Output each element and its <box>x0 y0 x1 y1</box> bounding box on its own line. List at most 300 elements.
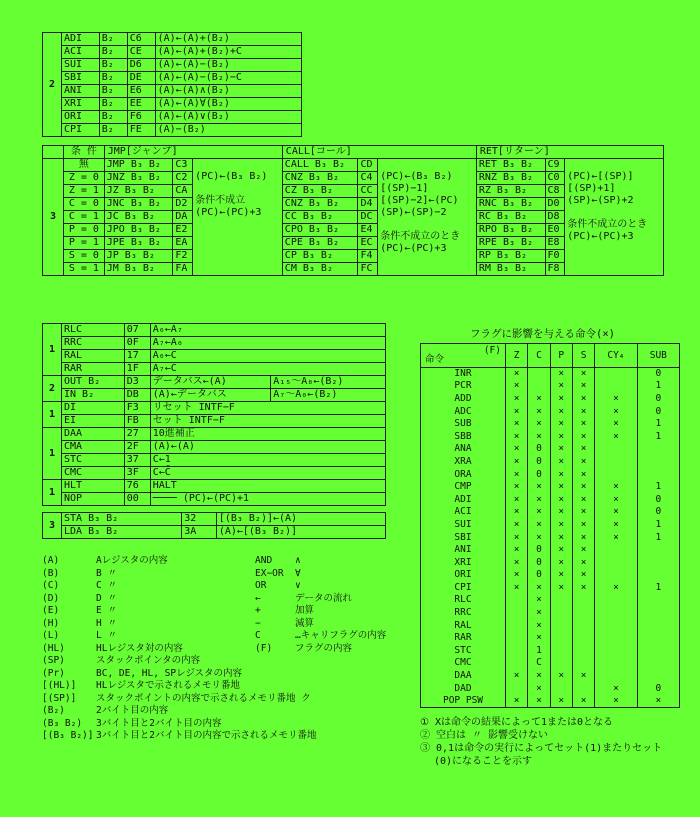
misc-opcode: 2F <box>124 441 150 454</box>
store-table <box>42 512 386 539</box>
legend-right-row <box>255 605 386 618</box>
flag-cell: × <box>506 695 528 708</box>
jmp-mnemonic: JPE B₃ B₂ <box>104 237 173 250</box>
misc-opcode: DB <box>124 389 150 402</box>
misc-opcode: 76 <box>124 480 150 493</box>
flag-cell: × <box>550 556 572 569</box>
flag-cell: × <box>550 531 572 544</box>
flag-cell <box>637 657 679 670</box>
branch-condition: 無 <box>64 159 105 172</box>
flag-cell <box>572 607 594 620</box>
ret-desc-line: (PC)←[(SP)] <box>567 171 634 182</box>
flag-cell: × <box>595 506 637 519</box>
call-desc-line: [(SP)−1] <box>380 183 429 194</box>
misc-row <box>43 415 386 428</box>
flag-row <box>421 556 680 569</box>
branch-condition: C = 1 <box>64 211 105 224</box>
flag-cell: × <box>572 443 594 456</box>
misc-description: A₀←C <box>150 350 385 363</box>
flag-cell: × <box>572 544 594 557</box>
flag-col-z: Z <box>506 344 528 368</box>
flag-cell <box>637 594 679 607</box>
flag-cell: 0 <box>637 506 679 519</box>
flag-col-c: C <box>528 344 550 368</box>
misc-mnemonic: RLC <box>62 324 125 337</box>
flag-cell: 1 <box>637 430 679 443</box>
legend-value: ∧ <box>295 555 301 566</box>
flag-cell: × <box>595 430 637 443</box>
ret-opcode: D8 <box>545 211 565 224</box>
flag-instruction: XRI <box>421 556 506 569</box>
legend-key: [(SP)] <box>42 692 77 704</box>
flag-cell: × <box>528 607 550 620</box>
jmp-desc-line: 条件不成立 <box>195 195 246 206</box>
flag-corner-bottom: 命令 <box>425 354 445 365</box>
call-mnemonic: CALL B₃ B₂ <box>282 159 358 172</box>
legend-key: (SP) <box>42 655 65 666</box>
misc-mnemonic: HLT <box>62 480 125 493</box>
misc-description: C←1 <box>150 454 385 467</box>
flag-instruction: RAL <box>421 619 506 632</box>
flag-cell: × <box>506 493 528 506</box>
flag-cell <box>637 556 679 569</box>
flag-cell <box>550 619 572 632</box>
flag-cell: × <box>550 695 572 708</box>
legend-value: HLレジスタ対の内容 <box>96 642 183 654</box>
flag-cell: 0 <box>637 405 679 418</box>
flag-row <box>421 368 680 381</box>
legend-value: 2バイト目の内容 <box>96 705 169 716</box>
arith-row <box>43 85 302 98</box>
misc-mnemonic: IN B₂ <box>62 389 125 402</box>
flag-cell: × <box>595 531 637 544</box>
flag-instruction: CMC <box>421 657 506 670</box>
misc-mnemonic: STC <box>62 454 125 467</box>
misc-group: 1 <box>43 402 62 428</box>
arith-operand: B₂ <box>99 85 127 98</box>
jmp-mnemonic: JP B₃ B₂ <box>104 250 173 263</box>
flag-cell: × <box>550 544 572 557</box>
legend-key: (E) <box>42 605 60 616</box>
misc-description: セット INTF−F <box>150 415 385 428</box>
flag-cell: × <box>528 493 550 506</box>
arith-opcode: EE <box>127 98 155 111</box>
misc-opcode: 07 <box>124 324 150 337</box>
flag-instruction: ANI <box>421 544 506 557</box>
legend-right-row <box>255 580 386 593</box>
flag-cell: × <box>550 506 572 519</box>
flag-instruction: CMP <box>421 481 506 494</box>
flag-row <box>421 670 680 683</box>
arith-opcode: F6 <box>127 111 155 124</box>
misc-description: (A)←(Ā) <box>150 441 385 454</box>
legend-right <box>255 555 386 655</box>
flag-cell <box>595 594 637 607</box>
call-mnemonic: CC B₃ B₂ <box>282 211 358 224</box>
flag-row <box>421 582 680 595</box>
ret-desc-line: (PC)←(PC)+3 <box>567 231 634 242</box>
flag-cell: × <box>506 531 528 544</box>
flag-cell: × <box>506 393 528 406</box>
flag-cell: 0 <box>528 556 550 569</box>
arith-description: (A)←(A)∨(B₂) <box>155 111 301 124</box>
flag-cell: × <box>506 544 528 557</box>
flag-cell: 1 <box>528 645 550 658</box>
legend-left-row <box>42 668 316 681</box>
flag-cell <box>572 619 594 632</box>
flag-row <box>421 657 680 670</box>
jmp-opcode: EA <box>173 237 193 250</box>
jmp-opcode: C2 <box>173 172 193 185</box>
flag-cell: × <box>595 393 637 406</box>
call-opcode: D4 <box>358 198 378 211</box>
flag-cell: × <box>506 670 528 683</box>
ret-mnemonic: RET B₃ B₂ <box>476 159 545 172</box>
flag-cell <box>528 380 550 393</box>
flag-cell: × <box>595 682 637 695</box>
jmp-mnemonic: JZ B₃ B₂ <box>104 185 173 198</box>
arith-operand: B₂ <box>99 98 127 111</box>
flag-cell: × <box>528 393 550 406</box>
legend-right-row <box>255 630 386 643</box>
flag-cell <box>595 556 637 569</box>
legend-value: HLレジスタで示されるメモリ番地 <box>96 680 240 691</box>
store-opcode: 3A <box>182 526 217 539</box>
flag-cell: 1 <box>637 418 679 431</box>
misc-opcode: 3F <box>124 467 150 480</box>
flag-row <box>421 405 680 418</box>
legend-right-row <box>255 643 386 656</box>
arith-description: (A)←(A)−(B₂)−C <box>155 72 301 85</box>
misc-opcode: F3 <box>124 402 150 415</box>
ret-desc-line: [(SP)+1] <box>567 183 616 194</box>
flag-cell: × <box>506 443 528 456</box>
legend-value: データの流れ <box>295 592 353 604</box>
branch-condition: S = 1 <box>64 263 105 276</box>
ret-opcode: E0 <box>545 224 565 237</box>
misc-group: 1 <box>43 480 62 506</box>
flag-cell: 0 <box>528 544 550 557</box>
flag-cell: 0 <box>637 682 679 695</box>
jmp-desc-line <box>195 183 280 195</box>
ret-opcode: D0 <box>545 198 565 211</box>
misc-description: データバス←(A) <box>150 376 270 389</box>
flag-cell <box>595 456 637 469</box>
legend-key: [(B₃ B₂)] <box>42 730 94 741</box>
flag-cell <box>637 468 679 481</box>
flag-cell: × <box>572 670 594 683</box>
arith-opcode: CE <box>127 46 155 59</box>
flag-cell: × <box>506 430 528 443</box>
flag-row <box>421 594 680 607</box>
flag-instruction: RLC <box>421 594 506 607</box>
legend-key: (C) <box>42 580 60 591</box>
flag-instruction: ORA <box>421 468 506 481</box>
note-3-cont: (0)になることを示す <box>434 756 533 767</box>
flag-row <box>421 569 680 582</box>
legend-right-row <box>255 568 386 581</box>
flag-cell: × <box>595 481 637 494</box>
misc-mnemonic: DI <box>62 402 125 415</box>
call-mnemonic: CPO B₃ B₂ <box>282 224 358 237</box>
flag-cell: × <box>595 418 637 431</box>
misc-mnemonic: EI <box>62 415 125 428</box>
jmp-opcode: FA <box>173 263 193 276</box>
call-desc-line: 条件不成立のとき <box>380 231 461 242</box>
flag-cell: × <box>595 405 637 418</box>
flag-cell: × <box>572 380 594 393</box>
flag-cell: 0 <box>528 443 550 456</box>
flag-instruction: DAD <box>421 682 506 695</box>
legend-value: ∨ <box>295 580 301 591</box>
misc-row <box>43 363 386 376</box>
flag-cell: × <box>528 531 550 544</box>
misc-row <box>43 467 386 480</box>
arith-description: (A)←(A)∧(B₂) <box>155 85 301 98</box>
flag-cell: 0 <box>637 493 679 506</box>
arith-mnemonic: SUI <box>62 59 100 72</box>
flag-cell: × <box>550 468 572 481</box>
flag-cell: 1 <box>637 531 679 544</box>
flag-cell: × <box>528 506 550 519</box>
flag-cell: × <box>595 695 637 708</box>
branch-group: 3 <box>43 159 64 276</box>
misc-mnemonic: NOP <box>62 493 125 506</box>
flag-col-s: S <box>572 344 594 368</box>
flag-cell: × <box>528 682 550 695</box>
arith-opcode: C6 <box>127 33 155 46</box>
flag-row <box>421 443 680 456</box>
jmp-opcode: D2 <box>173 198 193 211</box>
legend-key: (B) <box>42 567 60 579</box>
flag-cell: × <box>550 519 572 532</box>
legend-left-row <box>42 680 316 693</box>
flag-cell: × <box>550 569 572 582</box>
flag-row <box>421 519 680 532</box>
flag-cell <box>506 594 528 607</box>
flag-cell: × <box>506 506 528 519</box>
flag-cell <box>637 443 679 456</box>
flag-col-cy4: CY₄ <box>595 344 637 368</box>
legend-key: [(HL)] <box>42 680 77 691</box>
arith-row <box>43 98 302 111</box>
misc-opcode: FB <box>124 415 150 428</box>
branch-condition: S = 0 <box>64 250 105 263</box>
flag-cell: × <box>572 456 594 469</box>
store-group: 3 <box>43 513 62 539</box>
jmp-desc-line: (PC)←(PC)+3 <box>195 207 262 218</box>
call-opcode: DC <box>358 211 378 224</box>
flag-cell <box>572 632 594 645</box>
flag-cell <box>572 645 594 658</box>
legend-key: (Pr) <box>42 667 65 679</box>
flag-cell: × <box>637 695 679 708</box>
legend-left-row <box>42 705 316 718</box>
flag-cell: × <box>550 443 572 456</box>
arith-operand: B₂ <box>99 111 127 124</box>
flag-cell: × <box>528 430 550 443</box>
jmp-opcode: CA <box>173 185 193 198</box>
flag-cell <box>550 607 572 620</box>
legend-key: EX−OR <box>255 567 284 579</box>
arith-group: 2 <box>43 33 62 137</box>
jmp-mnemonic: JPO B₃ B₂ <box>104 224 173 237</box>
flag-col-p: P <box>550 344 572 368</box>
call-desc-line <box>380 219 474 231</box>
call-mnemonic: CPE B₃ B₂ <box>282 237 358 250</box>
flag-instruction: CPI <box>421 582 506 595</box>
ret-mnemonic: RM B₃ B₂ <box>476 263 545 276</box>
arith-row <box>43 59 302 72</box>
flag-instruction: XRA <box>421 456 506 469</box>
flag-cell: × <box>506 405 528 418</box>
misc-mnemonic: CMC <box>62 467 125 480</box>
note-3: ③ 0,1は命令の実行によってセット(1)またりセット <box>420 743 663 754</box>
flag-cell: × <box>506 468 528 481</box>
store-mnemonic: STA B₃ B₂ <box>62 513 182 526</box>
flag-cell: × <box>572 405 594 418</box>
note-1: ① Xは命令の結果によって1または0となる <box>420 717 614 728</box>
flag-row <box>421 544 680 557</box>
flag-cell: × <box>506 582 528 595</box>
misc-description-2: A₇〜A₀←(B₂) <box>271 389 386 402</box>
misc-group: 2 <box>43 376 62 402</box>
flag-instruction: INR <box>421 368 506 381</box>
flag-row <box>421 393 680 406</box>
arith-row <box>43 33 302 46</box>
flag-cell <box>595 670 637 683</box>
legend-value: スタックポイントの内容で示されるメモリ番地 ク <box>96 692 311 704</box>
misc-opcode: 27 <box>124 428 150 441</box>
jmp-mnemonic: JMP B₃ B₂ <box>104 159 173 172</box>
misc-row <box>43 480 386 493</box>
misc-row <box>43 428 386 441</box>
branch-condition: Z = 0 <box>64 172 105 185</box>
flag-cell <box>550 657 572 670</box>
misc-row <box>43 337 386 350</box>
misc-table <box>42 323 386 506</box>
ret-mnemonic: RNC B₃ B₂ <box>476 198 545 211</box>
flag-instruction: ANA <box>421 443 506 456</box>
flag-row <box>421 468 680 481</box>
branch-group-header <box>43 146 64 159</box>
flag-cell: C <box>528 657 550 670</box>
flag-cell <box>637 645 679 658</box>
misc-description: A₀←A₇ <box>150 324 385 337</box>
flag-cell <box>595 632 637 645</box>
flag-instruction: SBI <box>421 531 506 544</box>
flag-cell: 0 <box>637 368 679 381</box>
call-desc-line: (SP)←(SP)−2 <box>380 207 447 218</box>
flag-cell: 0 <box>637 393 679 406</box>
misc-mnemonic: OUT B₂ <box>62 376 125 389</box>
flag-instruction: ADC <box>421 405 506 418</box>
misc-description: HALT <box>150 480 385 493</box>
call-opcode: E4 <box>358 224 378 237</box>
store-row <box>43 526 386 539</box>
flag-instruction: POP PSW <box>421 695 506 708</box>
flag-cell: 1 <box>637 380 679 393</box>
ret-opcode: C0 <box>545 172 565 185</box>
call-opcode: CC <box>358 185 378 198</box>
ret-desc-line <box>567 207 661 219</box>
flag-corner-header <box>421 344 506 368</box>
legend-left-row <box>42 693 316 706</box>
legend-value: E 〃 <box>96 605 117 616</box>
arith-row <box>43 111 302 124</box>
flag-row <box>421 619 680 632</box>
flag-cell: × <box>572 368 594 381</box>
flag-cell: × <box>550 456 572 469</box>
flag-cell <box>595 468 637 481</box>
flag-instruction: PCR <box>421 380 506 393</box>
jmp-opcode: E2 <box>173 224 193 237</box>
misc-mnemonic: DAA <box>62 428 125 441</box>
arith-row <box>43 72 302 85</box>
flag-cell: × <box>528 632 550 645</box>
misc-row <box>43 350 386 363</box>
misc-opcode: 1F <box>124 363 150 376</box>
jmp-mnemonic: JC B₃ B₂ <box>104 211 173 224</box>
branch-table <box>42 145 664 276</box>
misc-description: A₇←C <box>150 363 385 376</box>
arith-mnemonic: ADI <box>62 33 100 46</box>
flag-row <box>421 632 680 645</box>
flag-row <box>421 645 680 658</box>
branch-ret-header: RET[リターン] <box>476 146 663 159</box>
flag-cell <box>595 569 637 582</box>
legend-key: + <box>255 605 261 616</box>
flag-cell: × <box>550 405 572 418</box>
call-opcode: FC <box>358 263 378 276</box>
jmp-mnemonic: JM B₃ B₂ <box>104 263 173 276</box>
flag-cell <box>637 632 679 645</box>
flag-cell <box>506 657 528 670</box>
flag-cell: × <box>572 582 594 595</box>
flag-cell: × <box>550 481 572 494</box>
flag-cell <box>550 645 572 658</box>
flag-row <box>421 456 680 469</box>
ret-opcode: C9 <box>545 159 565 172</box>
flag-instruction: STC <box>421 645 506 658</box>
misc-opcode: 00 <box>124 493 150 506</box>
legend-key: (H) <box>42 617 60 629</box>
legend-left-row <box>42 718 316 731</box>
arith-mnemonic: XRI <box>62 98 100 111</box>
misc-description: ──── (PC)←(PC)+1 <box>150 493 385 506</box>
flag-cell: × <box>528 594 550 607</box>
branch-condition: P = 1 <box>64 237 105 250</box>
legend-value: スタックポインタの内容 <box>96 655 201 666</box>
flag-cell: × <box>506 481 528 494</box>
legend-value: D 〃 <box>96 592 117 604</box>
ret-desc-line: (SP)←(SP)+2 <box>567 195 634 206</box>
flag-cell <box>595 368 637 381</box>
flag-row <box>421 430 680 443</box>
store-description: [(B₃ B₂)]←(A) <box>216 513 385 526</box>
flag-cell: × <box>550 670 572 683</box>
flag-row <box>421 695 680 708</box>
flag-cell: × <box>572 569 594 582</box>
legend-key: OR <box>255 580 267 591</box>
branch-cond-header: 条 件 <box>64 146 105 159</box>
jmp-opcode: F2 <box>173 250 193 263</box>
misc-row <box>43 389 386 402</box>
misc-row <box>43 441 386 454</box>
flag-cell: × <box>528 695 550 708</box>
arith-mnemonic: ACI <box>62 46 100 59</box>
flag-cell: × <box>572 430 594 443</box>
